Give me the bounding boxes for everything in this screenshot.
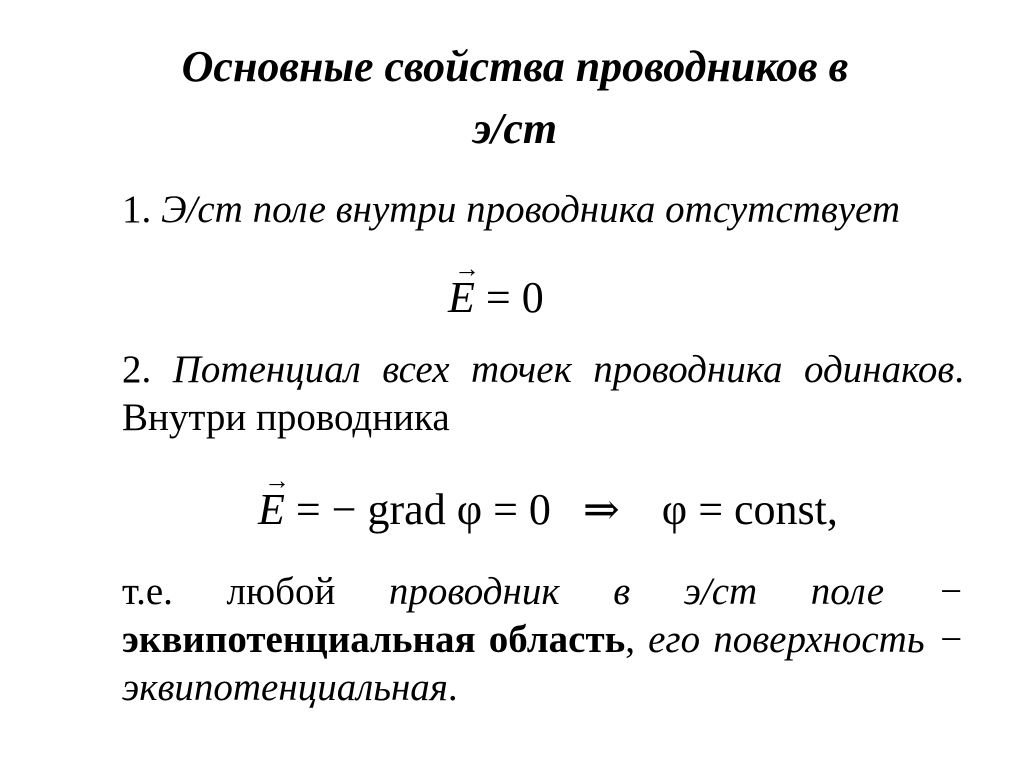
vector-e-2 — [258, 466, 290, 536]
conclusion-italic-1: проводник в э/ст поле − — [388, 570, 964, 613]
item-2-paragraph — [122, 346, 964, 442]
conclusion-comma: , — [625, 618, 635, 661]
equation-gradient — [258, 466, 838, 536]
conclusion-end: . — [447, 666, 458, 709]
item-1-paragraph — [122, 186, 964, 234]
equation-field-zero — [448, 254, 544, 324]
item-1-text: Э/ст поле внутри проводника отсутствует — [161, 188, 901, 231]
slide-title-line1: Основные свойства проводников в — [181, 42, 849, 91]
conclusion-bold-term: эквипотенциальная область — [122, 618, 626, 661]
conclusion-paragraph — [122, 568, 964, 712]
equation-const: φ = const, — [661, 485, 838, 534]
item-2-number: 2. — [122, 348, 152, 391]
conclusion-italic-2: его поверхность − эквипотенциальная — [122, 618, 965, 709]
slide-title — [120, 36, 910, 160]
vector-e — [448, 254, 480, 324]
item-1-number: 1. — [122, 188, 152, 231]
equation-field-zero-rhs: = 0 — [485, 273, 544, 322]
vector-arrow-icon-2: → — [264, 466, 290, 495]
implies-arrow-icon: ⇒ — [582, 485, 620, 534]
conclusion-lead: т.е. любой — [122, 570, 336, 613]
equation-gradient-middle: = − grad φ = 0 — [295, 485, 551, 534]
vector-e-letter-2: E — [258, 485, 285, 534]
item-2-text-plain: . Внутри проводника — [122, 348, 965, 439]
vector-arrow-icon: → — [454, 254, 480, 283]
vector-e-letter: E — [448, 273, 475, 322]
slide-title-line2: э/ст — [472, 104, 558, 153]
item-2-text-italic: Потенциал всех точек проводника одинаков — [172, 348, 955, 391]
